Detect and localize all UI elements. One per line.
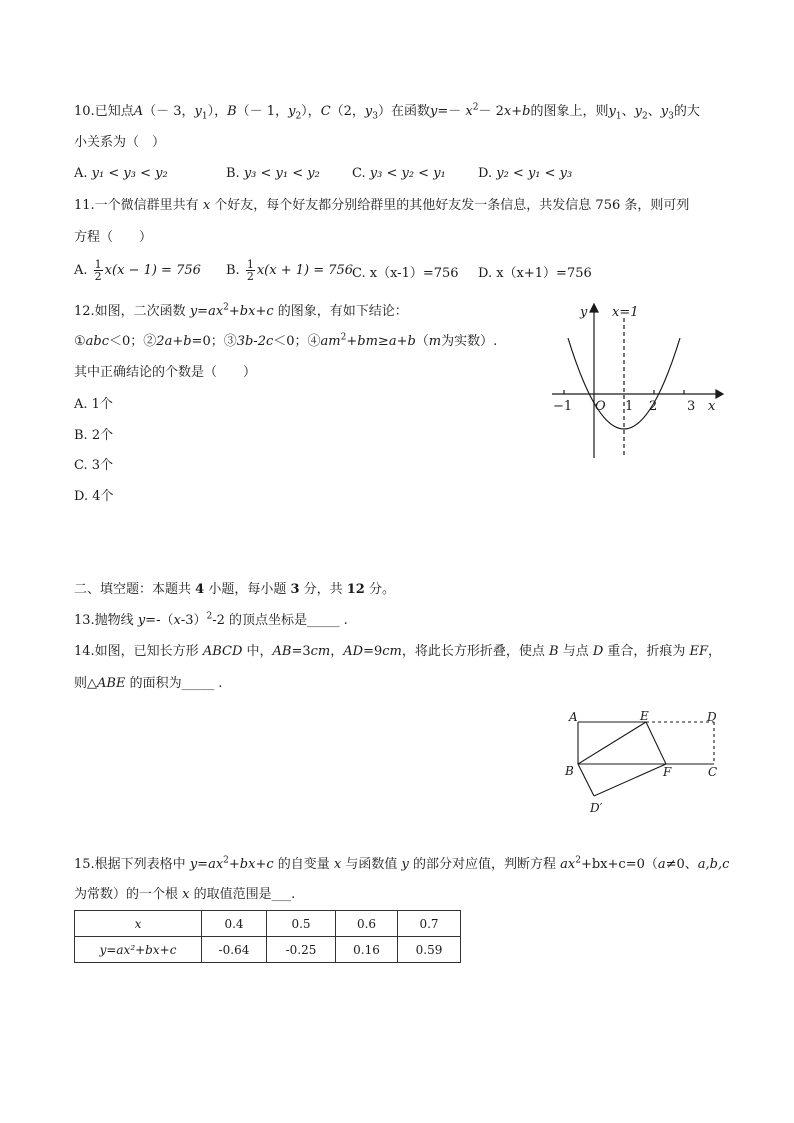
folded-rectangle-figure [562, 706, 732, 821]
q15-stem-line1: 15.根据下列表格中 $y=ax^2+bx+c$ 的自变量 x 与函数值 y 的部分对应值，判断方程 $ax^2+bx+c=0(a\ne 0$、a,b,c [74, 855, 730, 872]
q11-option-b[interactable]: B. $\frac{1}{2}$ x(x + 1) = 756 [226, 258, 354, 283]
table-cell: 0.5 [267, 911, 336, 937]
fraction-one-half: $\frac{1}{2}$ [246, 258, 254, 283]
segment-ef [646, 722, 666, 764]
q12-option-a[interactable]: A. 1个 [74, 397, 113, 412]
point-e-label: E [640, 709, 649, 723]
table-cell: 0.59 [398, 937, 461, 963]
table-cell: 0.6 [336, 911, 398, 937]
q14-stem-line1: 14.如图，已知长方形 ABCD 中，AB=3cm，AD=9cm，将此长方形折叠，使点 B 与点 D 重合，折痕为 EF， [74, 644, 722, 659]
segment-bdp [578, 764, 594, 796]
q10-option-c[interactable]: C. y₃ < y₂ < y₁ [352, 166, 446, 181]
point-a-label: A [569, 710, 578, 724]
q12-question: 其中正确结论的个数是（ ） [74, 365, 257, 380]
table-row [75, 937, 461, 963]
point-d-label: D [707, 710, 717, 724]
x-axis-label: x [708, 399, 716, 414]
point-dprime-label: D′ [590, 801, 603, 815]
point-b-label: B [565, 764, 574, 778]
x-tick-label-2: 2 [649, 399, 658, 414]
q14-stem-line2: 则△ABE 的面积为_____ . [74, 676, 223, 691]
q12-conclusions: ①abc＜0；②2a+b=0；③3b-2c＜0；$④am^2+bm\ge a+b(m$为实数）. [74, 332, 498, 349]
q13-stem: 13.抛物线 $y=-(x-3)^2-2$ 的顶点坐标是_____ . [74, 611, 348, 628]
fraction-one-half: $\frac{1}{2}$ [94, 258, 102, 283]
table-cell: 0.7 [398, 911, 461, 937]
segment-dpf [594, 764, 666, 796]
q10-stem-line1: 10.已知点A（－ 3，$y_1$），B（－ 1，$y_2$），C（2，$y_3$）在函数$y=- x^2- 2x+b$的图象上，则$y_1$、$y_2$、$y_3$的大 [74, 102, 700, 122]
table-cell: 0.4 [202, 911, 267, 937]
point-c-label: C [708, 765, 718, 779]
q11-option-c[interactable]: C. x（x-1）=756 [352, 266, 459, 281]
q10-option-b[interactable]: B. y₃ < y₁ < y₂ [226, 166, 320, 181]
q11-stem-line1: 11.一个微信群里共有 x 个好友，每个好友都分别给群里的其他好友发一条信息，共发信息 756 条，则可列 [74, 198, 690, 213]
origin-label: O [595, 399, 606, 414]
value-table [74, 910, 461, 963]
x-tick-label-1: 1 [625, 399, 634, 414]
table-cell: 0.16 [336, 937, 398, 963]
table-row [75, 911, 461, 937]
table-cell: -0.25 [267, 937, 336, 963]
q10-stem-line2: 小关系为（ ） [74, 135, 166, 150]
symmetry-axis-label: x=1 [612, 305, 639, 320]
table-header-x: x [75, 911, 202, 937]
table-cell: -0.64 [202, 937, 267, 963]
q10-option-d[interactable]: D. y₂ < y₁ < y₃ [478, 166, 573, 181]
x-axis-arrow [716, 390, 723, 398]
parabola-graph [548, 298, 728, 468]
q11-stem-line2: 方程（ ） [74, 230, 153, 245]
table-header-y: y=ax²+bx+c [75, 937, 202, 963]
q12-option-b[interactable]: B. 2个 [74, 428, 114, 443]
section-heading: 二、填空题：本题共 4 小题，每小题 3 分，共 12 分。 [74, 582, 395, 597]
q10-option-a[interactable]: A. y₁ < y₃ < y₂ [74, 166, 168, 181]
q12-option-d[interactable]: D. 4个 [74, 489, 114, 504]
q12-stem-line1: 12.如图，二次函数 $y=ax^2+bx+c$ 的图象，有如下结论： [74, 302, 408, 319]
x-tick-label-minus1: −1 [553, 399, 573, 414]
y-axis-arrow [590, 304, 598, 312]
segment-be [578, 722, 646, 764]
q12-option-c[interactable]: C. 3个 [74, 458, 114, 473]
q11-option-a[interactable]: A. $\frac{1}{2}$ x(x − 1) = 756 [74, 258, 201, 283]
point-f-label: F [663, 765, 672, 779]
x-tick-label-3: 3 [687, 399, 696, 414]
q15-stem-line2: 为常数）的一个根 x 的取值范围是___. [74, 887, 296, 902]
y-axis-label: y [580, 305, 588, 320]
q11-option-d[interactable]: D. x（x+1）=756 [478, 266, 592, 281]
